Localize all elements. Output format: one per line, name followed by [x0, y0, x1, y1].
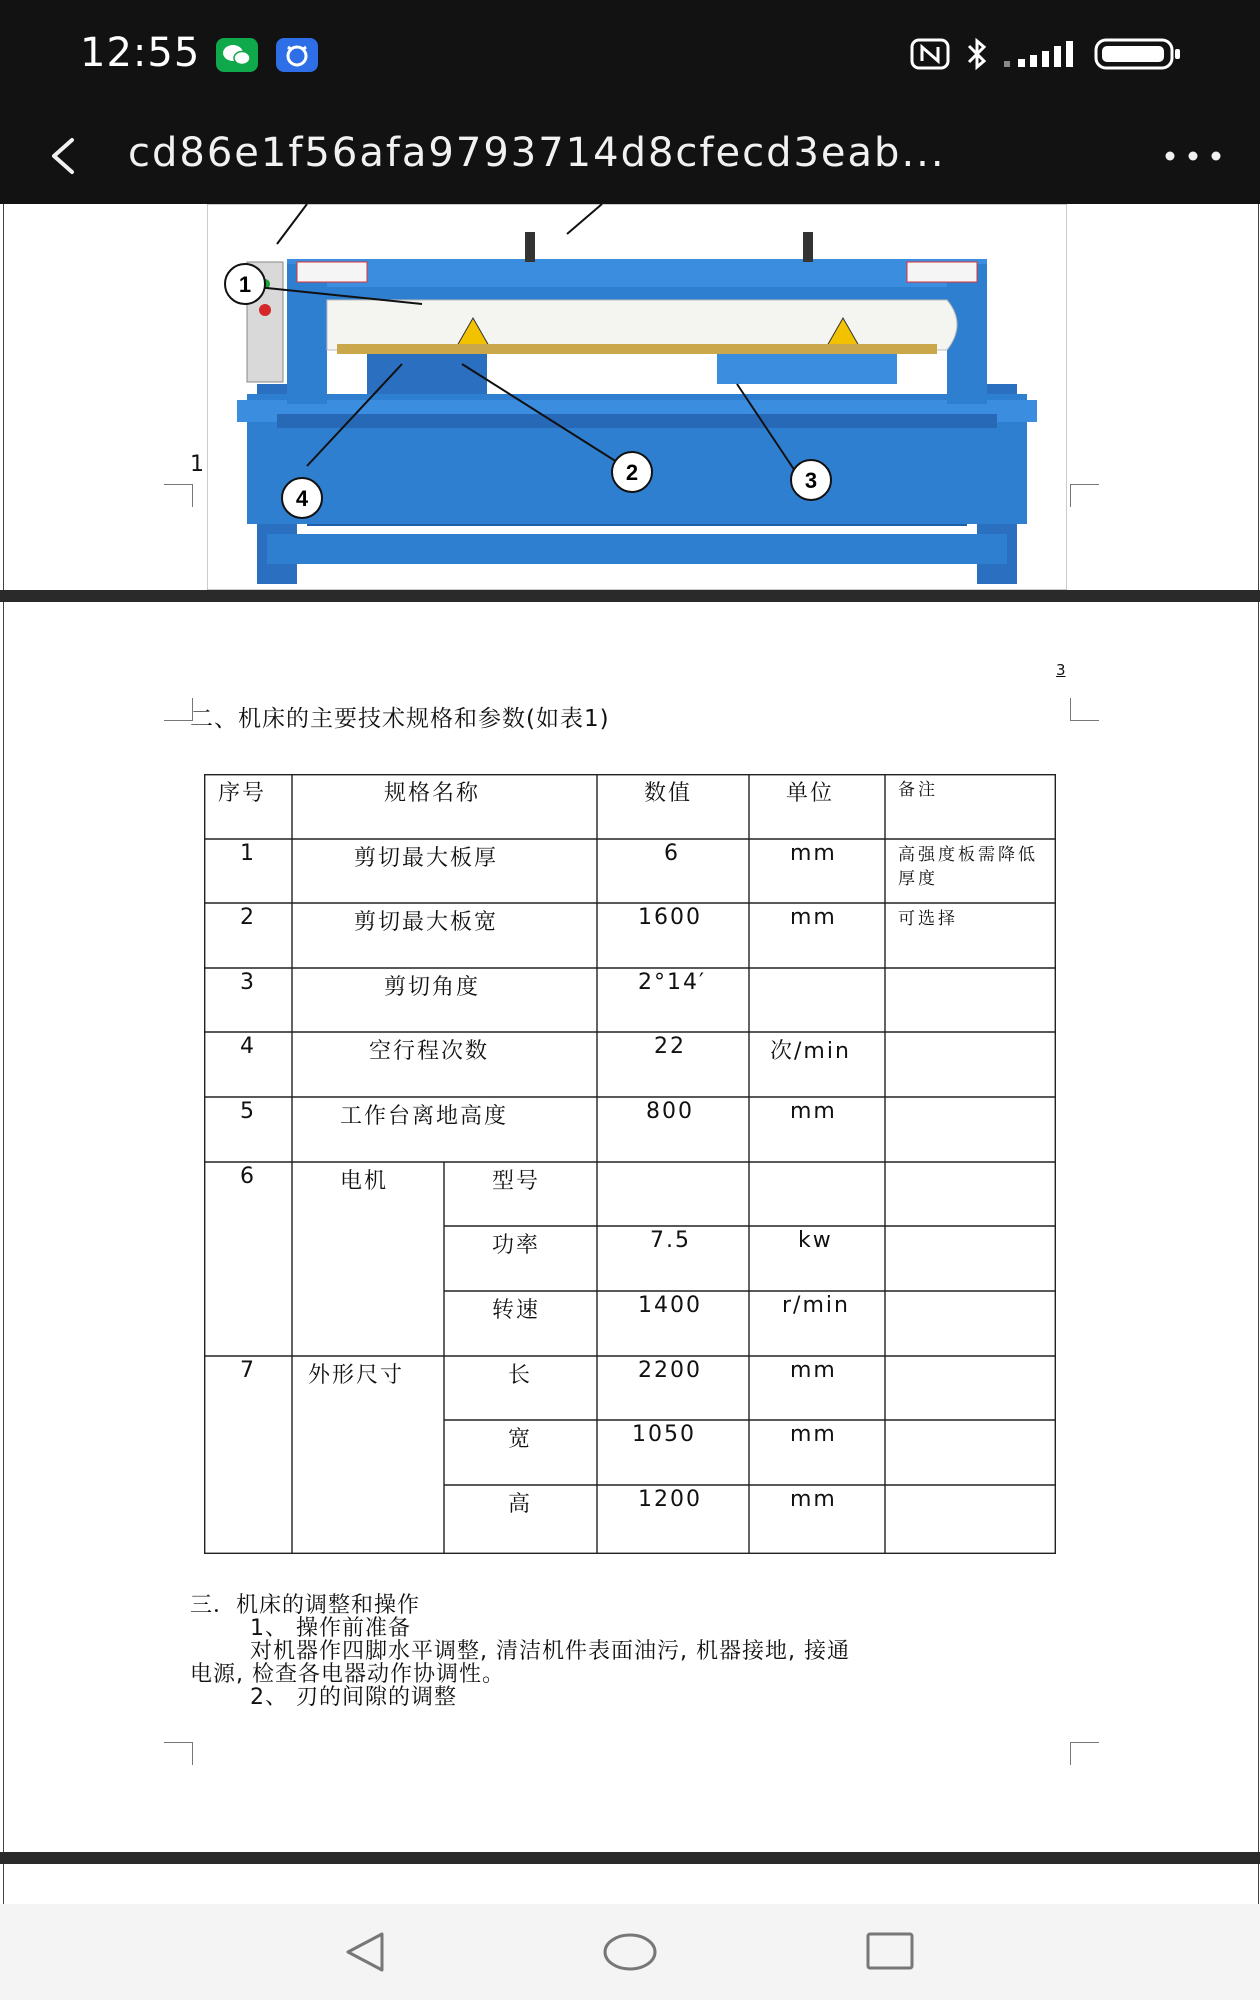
dim-unit-1: mm: [790, 1358, 837, 1383]
page-separator: [0, 590, 1260, 602]
dim-sub-1: 长: [508, 1363, 533, 1388]
row-5-no: 5: [240, 1099, 256, 1124]
row-1-unit: mm: [790, 841, 837, 866]
section-3-item-2: 2、 刃的间隙的调整: [250, 1685, 457, 1710]
callout-1-label: 1: [238, 272, 252, 297]
nav-home-button[interactable]: [600, 1926, 660, 1978]
row-3-no: 3: [240, 970, 256, 995]
document-title: cd86e1f56afa9793714d8cfecd3eab...: [128, 130, 946, 176]
callout-1: [225, 264, 265, 304]
page-1-number: 1: [190, 452, 204, 477]
row-1-note: 高强度板需降低厚度: [898, 845, 1038, 889]
row-4-unit: 次/min: [770, 1039, 851, 1064]
back-button[interactable]: [36, 128, 92, 184]
motor-sub-3: 转速: [492, 1298, 541, 1323]
motor-sub-1: 型号: [492, 1169, 541, 1194]
more-dots-icon: [1156, 134, 1230, 178]
callout-2-label: 2: [625, 460, 639, 485]
alarm-icon: [276, 38, 318, 72]
dim-value-3: 1200: [638, 1487, 702, 1512]
document-viewer[interactable]: [0, 204, 1260, 1904]
section-3-item-1: 1、 操作前准备: [250, 1616, 411, 1641]
row-5-name: 工作台离地高度: [340, 1104, 509, 1129]
section-3: [190, 1594, 1090, 1709]
page-3-number: 3: [1056, 661, 1066, 679]
header-name: 规格名称: [384, 781, 481, 806]
dim-sub-2: 宽: [508, 1427, 533, 1452]
row-7-no: 7: [240, 1358, 256, 1383]
battery-icon: [1094, 37, 1182, 71]
row-6-name: 电机: [340, 1169, 389, 1194]
wechat-icon: [216, 38, 258, 72]
row-4-name: 空行程次数: [369, 1039, 490, 1064]
header-note: 备注: [898, 780, 938, 800]
row-3-value: 2°14′: [638, 970, 706, 995]
dim-value-2: 1050: [632, 1422, 696, 1447]
row-4-no: 4: [240, 1034, 256, 1059]
crop-mark: [164, 698, 193, 721]
motor-unit-3: r/min: [782, 1293, 850, 1318]
nav-back-icon: [336, 1926, 396, 1978]
nav-home-icon: [600, 1926, 660, 1978]
motor-sub-2: 功率: [492, 1233, 541, 1258]
row-3-name: 剪切角度: [384, 975, 481, 1000]
row-6-no: 6: [240, 1164, 256, 1189]
spec-table: [204, 774, 1056, 1554]
section-3-paragraph-line-2: 电源, 检查各电器动作协调性。: [190, 1662, 505, 1687]
row-1-value: 6: [664, 841, 680, 866]
nav-back-button[interactable]: [336, 1926, 396, 1978]
motor-value-2: 7.5: [650, 1228, 691, 1253]
dim-unit-2: mm: [790, 1422, 837, 1447]
callout-3-label: 3: [804, 468, 818, 493]
row-2-no: 2: [240, 905, 256, 930]
row-2-value: 1600: [638, 905, 702, 930]
nfc-icon: [910, 38, 950, 70]
row-2-note: 可选择: [898, 909, 958, 929]
row-4-value: 22: [654, 1034, 686, 1059]
dim-value-1: 2200: [638, 1358, 702, 1383]
motor-unit-2: kw: [798, 1228, 833, 1253]
row-1-no: 1: [240, 841, 256, 866]
callout-2: [612, 452, 652, 492]
callout-4: [282, 478, 322, 518]
signal-icon: [1004, 39, 1080, 69]
callout-4-label: 4: [295, 486, 309, 511]
row-2-unit: mm: [790, 905, 837, 930]
more-button[interactable]: [1156, 134, 1230, 178]
header-unit: 单位: [786, 781, 835, 806]
row-1-name: 剪切最大板厚: [354, 846, 499, 871]
row-2-name: 剪切最大板宽: [354, 910, 499, 935]
section-2-heading: 二、机床的主要技术规格和参数(如表1): [190, 706, 610, 732]
back-arrow-icon: [36, 128, 92, 184]
shear-machine-figure: [207, 204, 1067, 590]
header-no: 序号: [218, 781, 267, 806]
system-icons: [910, 34, 1182, 74]
motor-value-3: 1400: [638, 1293, 702, 1318]
page-4: [3, 1864, 1259, 1904]
row-5-value: 800: [646, 1099, 694, 1124]
crop-mark: [164, 1742, 193, 1765]
dim-unit-3: mm: [790, 1487, 837, 1512]
nav-recents-button[interactable]: [860, 1926, 920, 1978]
row-7-name: 外形尺寸: [308, 1363, 405, 1388]
section-3-heading: 三．机床的调整和操作: [190, 1593, 421, 1618]
crop-mark: [1070, 698, 1099, 721]
crop-mark: [1070, 1742, 1099, 1765]
table-grid: [204, 774, 1056, 1554]
callout-3: [791, 460, 831, 500]
page-separator: [0, 1852, 1260, 1864]
status-bar: [0, 0, 1260, 108]
navigation-bar: [0, 1904, 1260, 2000]
nav-recents-icon: [860, 1926, 920, 1978]
row-5-unit: mm: [790, 1099, 837, 1124]
bluetooth-icon: [964, 37, 990, 71]
status-time: 12:55: [80, 30, 201, 76]
app-bar: [0, 108, 1260, 204]
dim-sub-3: 高: [508, 1492, 533, 1517]
crop-mark: [1070, 484, 1099, 507]
section-3-paragraph-line-1: 对机器作四脚水平调整, 清洁机件表面油污, 机器接地, 接通: [250, 1639, 850, 1664]
crop-mark: [164, 484, 193, 507]
header-value: 数值: [644, 781, 693, 806]
